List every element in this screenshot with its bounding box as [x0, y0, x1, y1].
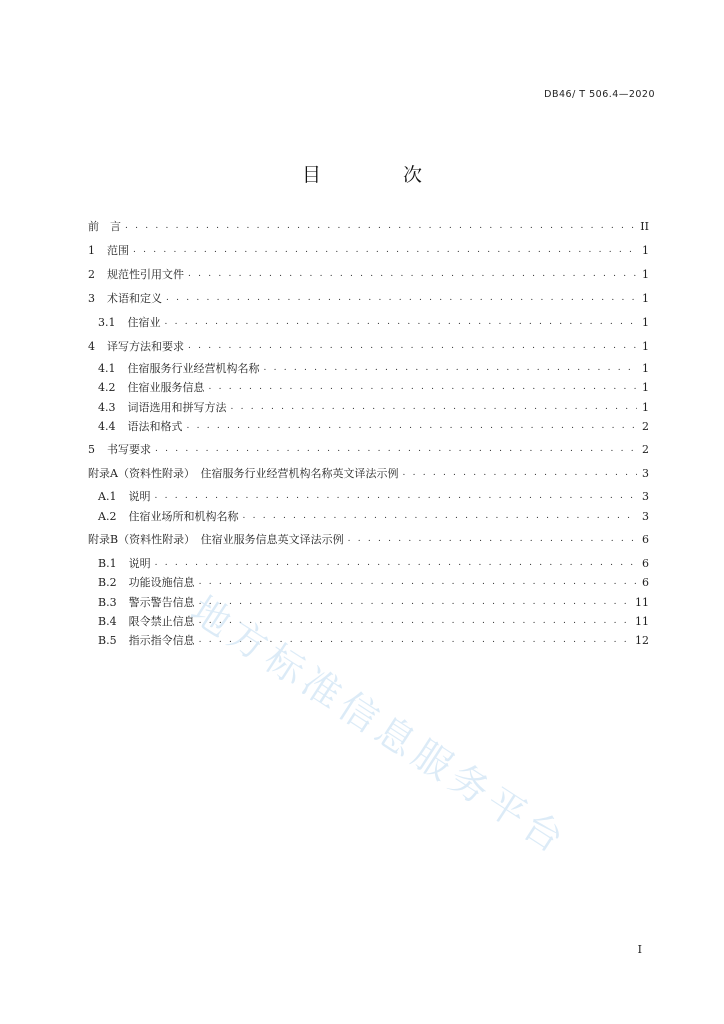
toc-page-number: 3: [642, 509, 649, 523]
toc-leader-dots: [231, 399, 638, 415]
toc-entry-4-1[interactable]: [98, 360, 649, 376]
toc-entry-label: 4.3 词语选用和拼写方法: [98, 401, 227, 414]
toc-page-number: 2: [642, 442, 649, 456]
toc-leader-dots: [166, 290, 637, 306]
toc-entry-label: B.3 警示警告信息: [98, 596, 195, 609]
toc-entry-label: 3.1 住宿业: [98, 316, 161, 329]
toc-entry-label: B.4 限令禁止信息: [98, 615, 195, 628]
toc-page-number: 11: [635, 595, 649, 609]
toc-entry-label: 3 术语和定义: [88, 292, 162, 305]
toc-entry-label: B.1 说明: [98, 557, 151, 570]
toc-leader-dots: [199, 574, 637, 590]
toc-entry-preface[interactable]: [88, 218, 649, 234]
toc-entry-b-4[interactable]: [98, 613, 649, 629]
toc-page-number: 6: [642, 532, 649, 546]
page-number: I: [637, 943, 642, 956]
toc-entry-label: 5 书写要求: [88, 443, 151, 456]
toc-leader-dots: [188, 266, 637, 282]
page-title: 目 次: [301, 164, 461, 186]
toc-entry-label: 4.4 语法和格式: [98, 420, 183, 433]
toc-entry-appendix-b[interactable]: [88, 531, 649, 547]
toc-entry-label: B.2 功能设施信息: [98, 576, 195, 589]
toc-entry-label: B.5 指示指令信息: [98, 634, 195, 647]
toc-entry-label: 4.1 住宿服务行业经营机构名称: [98, 362, 260, 375]
toc-entry-label: 附录B（资料性附录） 住宿业服务信息英文译法示例: [88, 533, 344, 546]
toc-leader-dots: [165, 314, 638, 330]
toc-entry-b-5[interactable]: [98, 632, 649, 648]
toc-entry-label: 前 言: [88, 220, 121, 233]
toc-leader-dots: [187, 418, 638, 434]
toc-entry-4-3[interactable]: [98, 399, 649, 415]
toc-leader-dots: [242, 508, 637, 524]
toc-entry-2[interactable]: [88, 266, 649, 282]
toc-entry-b-2[interactable]: [98, 574, 649, 590]
toc-leader-dots: [188, 338, 637, 354]
toc-entry-3[interactable]: [88, 290, 649, 306]
toc-entry-appendix-a[interactable]: [88, 465, 649, 481]
toc-leader-dots: [348, 531, 637, 547]
toc-entry-b-3[interactable]: [98, 594, 649, 610]
toc-entry-1[interactable]: [88, 242, 649, 258]
toc-entry-label: 4.2 住宿业服务信息: [98, 381, 205, 394]
toc-leader-dots: [133, 242, 637, 258]
toc-page-number: 6: [642, 575, 649, 589]
toc-page-number: 3: [642, 489, 649, 503]
toc-leader-dots: [154, 488, 637, 504]
toc-page-number: 3: [642, 466, 649, 480]
toc-page-number: 11: [635, 614, 649, 628]
toc-leader-dots: [209, 379, 638, 395]
toc-entry-label: A.2 住宿业场所和机构名称: [98, 510, 239, 523]
toc-entry-label: 1 范围: [88, 244, 129, 257]
toc-page-number: 1: [642, 291, 649, 305]
toc-leader-dots: [264, 360, 638, 376]
toc-page-number: 1: [642, 315, 649, 329]
toc-entry-4-2[interactable]: [98, 379, 649, 395]
document-code: DB46/ T 506.4—2020: [544, 89, 655, 100]
toc-entry-label: A.1 说明: [98, 490, 151, 503]
toc-entry-label: 2 规范性引用文件: [88, 268, 184, 281]
toc-page-number: 2: [642, 419, 649, 433]
toc-entry-b-1[interactable]: [98, 555, 649, 571]
toc-leader-dots: [402, 465, 637, 481]
toc-entry-label: 4 译写方法和要求: [88, 340, 184, 353]
toc-page-number: 12: [635, 633, 649, 647]
toc-entry-4[interactable]: [88, 338, 649, 354]
toc-page-number: 1: [642, 400, 649, 414]
toc-page-number: 6: [642, 556, 649, 570]
toc-leader-dots: [155, 555, 637, 571]
toc-page-number: 1: [642, 339, 649, 353]
toc-entry-4-4[interactable]: [98, 418, 649, 434]
watermark-text: 地方标准信息服务平台: [183, 587, 577, 865]
toc-leader-dots: [125, 218, 636, 234]
toc-page-number: 1: [642, 361, 649, 375]
toc-page-number: 1: [642, 267, 649, 281]
toc-leader-dots: [155, 441, 637, 457]
toc-entry-5[interactable]: [88, 441, 649, 457]
toc-entry-3-1[interactable]: [98, 314, 649, 330]
toc-entry-a-1[interactable]: [98, 488, 649, 504]
toc-page-number: 1: [642, 243, 649, 257]
toc-entry-a-2[interactable]: [98, 508, 649, 524]
toc-entry-label: 附录A（资料性附录） 住宿服务行业经营机构名称英文译法示例: [88, 467, 399, 480]
toc-page-number: 1: [642, 380, 649, 394]
toc-leader-dots: [199, 594, 631, 610]
toc-page-number: II: [640, 219, 649, 233]
